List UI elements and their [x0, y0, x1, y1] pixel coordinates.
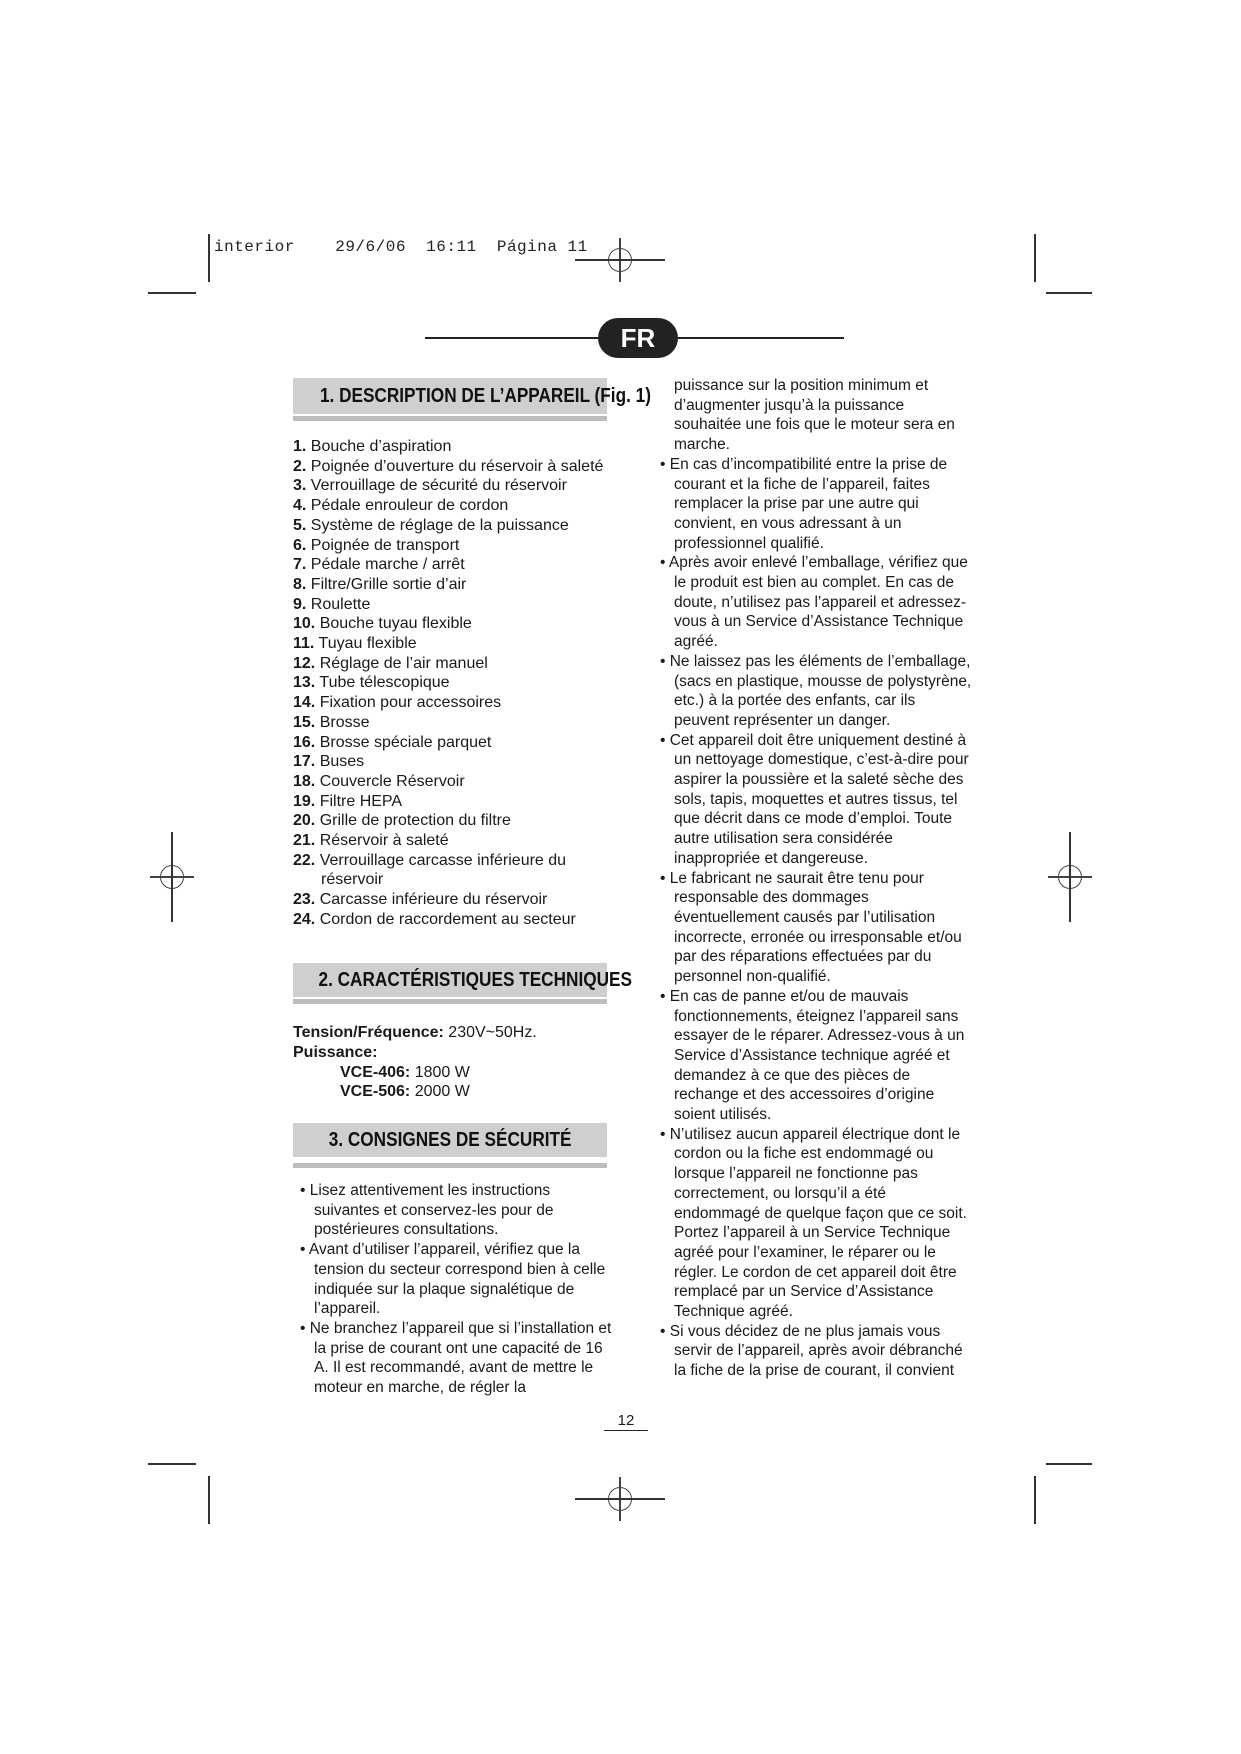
- list-item-number: 7.: [293, 556, 307, 574]
- registration-line: [171, 832, 173, 922]
- list-item-number: 6.: [293, 536, 307, 554]
- list-item-number: 18.: [293, 772, 316, 790]
- section-heading-safety: [293, 1123, 607, 1157]
- list-item-number: 17.: [293, 753, 316, 771]
- list-item-text: Brosse spéciale parquet: [319, 733, 492, 751]
- list-item-text: Filtre HEPA: [319, 792, 403, 810]
- bullet-item: [292, 1240, 612, 1319]
- list-item-text: Tube télescopique: [319, 674, 450, 692]
- technical-specs: [293, 1023, 537, 1102]
- list-item: [293, 654, 613, 674]
- bullet-icon: •: [300, 1182, 310, 1199]
- list-item-text: Verrouillage de sécurité du réservoir: [310, 477, 567, 495]
- list-item-text: Fixation pour accessoires: [319, 694, 502, 712]
- section-heading-technical: [293, 963, 632, 997]
- list-item-number: 20.: [293, 812, 316, 830]
- section-heading-text: 2. CARACTÉRISTIQUES TECHNIQUES: [318, 969, 632, 991]
- print-header: interior 29/6/06 16:11 Página 11: [214, 238, 588, 256]
- language-badge: FR: [598, 318, 678, 358]
- bullet-item: [652, 652, 972, 731]
- list-item-text: Réglage de l’air manuel: [319, 654, 488, 672]
- bullet-text: Cet appareil doit être uniquement destiné à un nettoyage domestique, c’est-à-dire pour aspirer la poussière et la saleté sèche des sols, tapis, moquettes et autres tissus, tel que décrit dans ce mode d’emploi. Toute autre utilisation sera considérée inappropriée et dangereuse.: [669, 731, 969, 867]
- bullet-text: Avant d’utiliser l’appareil, vérifiez que la tension du secteur correspond bien à celle indiquée sur la plaque signalétique de l’appareil.: [308, 1241, 606, 1318]
- tension-value: 230V~50Hz.: [448, 1024, 537, 1041]
- list-item-number: 22.: [293, 851, 316, 869]
- list-item: [293, 496, 613, 516]
- list-item: [293, 831, 613, 851]
- list-item-text: Buses: [319, 753, 365, 771]
- list-item-text: Système de réglage de la puissance: [310, 516, 569, 534]
- section-underline: [293, 999, 607, 1004]
- crop-mark: [148, 1463, 196, 1465]
- list-item-number: 19.: [293, 792, 316, 810]
- list-item: [293, 890, 613, 910]
- bullet-item: [652, 987, 972, 1125]
- bullet-item: [652, 731, 972, 869]
- registration-line: [575, 259, 665, 261]
- bullet-item: [652, 869, 972, 987]
- list-item: [293, 476, 613, 496]
- bullet-text: Lisez attentivement les instructions suivantes et conservez-les pour de postérieures consultations.: [309, 1182, 554, 1239]
- list-item: [293, 673, 613, 693]
- list-item: [293, 575, 613, 595]
- list-item: [293, 555, 613, 575]
- list-item-number: 3.: [293, 477, 307, 495]
- model-value: 2000 W: [414, 1083, 470, 1101]
- bullet-text: En cas d’incompatibilité entre la prise de courant et la fiche de l’appareil, faites remplacer la prise par une autre qui convient, en vous adressant à un professionnel qualifié.: [669, 455, 948, 552]
- bullet-item: [652, 553, 972, 652]
- safety-bullet-list: [652, 455, 972, 1381]
- list-item-text: Grille de protection du filtre: [319, 812, 511, 830]
- list-item-number: 4.: [293, 497, 307, 515]
- model-row: [293, 1063, 537, 1083]
- bullet-icon: •: [660, 731, 670, 749]
- list-item: [293, 634, 613, 654]
- list-item: [293, 437, 613, 457]
- bullet-item: [292, 1181, 612, 1240]
- model-row: [293, 1082, 537, 1102]
- bullet-text: Après avoir enlevé l’emballage, vérifiez que le produit est bien au complet. En cas de doute, n’utilisez pas l’appareil et adressez-vous à un Service d’Assistance Technique agréé.: [668, 554, 968, 651]
- list-item: [293, 752, 613, 772]
- continued-paragraph: puissance sur la position minimum et d’augmenter jusqu’à la puissance souhaitée une fois que le moteur sera en marche.: [674, 377, 955, 454]
- list-item: [293, 457, 613, 477]
- bullet-text: Ne laissez pas les éléments de l’emballage, (sacs en plastique, mousse de polystyrène, etc.) à la portée des enfants, car ils peuvent représenter un danger.: [669, 652, 972, 729]
- crop-mark: [208, 1476, 210, 1524]
- list-item: [293, 595, 613, 615]
- section-heading-text: 3. CONSIGNES DE SÉCURITÉ: [328, 1129, 572, 1151]
- list-item-text: Couvercle Réservoir: [319, 772, 465, 790]
- bullet-icon: •: [660, 455, 670, 473]
- registration-line: [575, 1498, 665, 1500]
- list-item-number: 1.: [293, 438, 307, 455]
- bullet-icon: •: [660, 1125, 670, 1143]
- model-value: 1800 W: [414, 1063, 470, 1081]
- crop-mark: [1046, 1463, 1092, 1465]
- crop-mark: [148, 292, 196, 294]
- list-item-text: Poignée de transport: [310, 536, 460, 554]
- registration-line: [1069, 832, 1071, 922]
- list-item: [293, 772, 613, 792]
- section-heading-text: 1. DESCRIPTION DE L’APPAREIL (Fig. 1): [319, 385, 651, 407]
- list-item-text: Carcasse inférieure du réservoir: [319, 891, 548, 909]
- list-item-number: 8.: [293, 575, 307, 593]
- crop-mark: [1034, 234, 1036, 282]
- list-item-number: 2.: [293, 457, 307, 475]
- bullet-text: En cas de panne et/ou de mauvais fonctionnements, éteignez l’appareil sans essayer de le réparer. Adressez-vous à un Service d’Assistance technique agréé et demandez à ce que des pièces de rechange et des accessoires d’origine soient utilisés.: [669, 987, 965, 1124]
- bullet-item: [292, 1319, 612, 1398]
- model-label: VCE-506:: [340, 1083, 411, 1101]
- list-item-text: Cordon de raccordement au secteur: [319, 910, 576, 928]
- list-item-number: 15.: [293, 713, 316, 731]
- power-row: [293, 1043, 537, 1063]
- crop-mark: [1034, 1476, 1036, 1524]
- list-item: [293, 693, 613, 713]
- safety-bullets-left: [292, 1181, 612, 1398]
- list-item: [293, 516, 613, 536]
- list-item-number: 10.: [293, 615, 316, 633]
- bullet-text: Si vous décidez de ne plus jamais vous servir de l’appareil, après avoir débranché la fiche de la prise de courant, il convient: [669, 1322, 963, 1380]
- bullet-icon: •: [660, 869, 670, 887]
- bullet-icon: •: [660, 652, 670, 670]
- bullet-icon: •: [660, 1322, 670, 1340]
- list-item-text: Brosse: [319, 713, 370, 731]
- header-rule-right: [676, 337, 844, 339]
- bullet-text: Ne branchez l’appareil que si l’installation et la prise de courant ont une capacité de 16 A. Il est recommandé, avant de mettre le moteur en marche, de régler la: [309, 1319, 612, 1397]
- list-item: [293, 536, 613, 556]
- list-item-number: 16.: [293, 733, 316, 751]
- list-item-number: 5.: [293, 516, 307, 534]
- list-item-text: Roulette: [310, 595, 371, 613]
- tension-label: Tension/Fréquence:: [293, 1024, 444, 1041]
- list-item: [293, 614, 613, 634]
- list-item-text: Poignée d’ouverture du réservoir à saleté: [310, 457, 604, 475]
- bullet-icon: •: [300, 1241, 309, 1259]
- list-item: [293, 713, 613, 733]
- list-item-number: 21.: [293, 832, 316, 850]
- bullet-text: Le fabricant ne saurait être tenu pour responsable des dommages éventuellement causés par l’utilisation incorrecte, erronée ou irresponsable et/ou par des réparations effectuées par du personnel non-qualifié.: [669, 869, 962, 986]
- bullet-item: [652, 1322, 972, 1381]
- list-item-number: 13.: [293, 674, 316, 692]
- list-item-text: Tuyau flexible: [318, 635, 417, 653]
- bullet-item: [652, 455, 972, 554]
- list-item-number: 23.: [293, 891, 316, 909]
- list-item: [293, 792, 613, 812]
- section-underline: [293, 1163, 607, 1168]
- section-heading-description: [293, 378, 651, 414]
- list-item-number: 11.: [293, 635, 315, 653]
- list-item: [293, 910, 613, 930]
- crop-mark: [208, 234, 210, 282]
- list-item: [293, 733, 613, 753]
- bullet-text: N’utilisez aucun appareil électrique dont le cordon ou la fiche est endommagé ou lorsque l’appareil ne fonctionne pas correctement, ou lorsqu’il a été endommagé de quelque façon que ce soit. Portez l’appareil à un Service Technique agréé pour l’examiner, le réparer ou le régler. Le cordon de cet appareil doit être remplacé par un Service d’Assistance Technique agréé.: [669, 1125, 967, 1321]
- list-item-number: 12.: [293, 654, 316, 672]
- bullet-icon: •: [300, 1319, 310, 1337]
- model-label: VCE-406:: [340, 1063, 411, 1081]
- list-item: [293, 811, 613, 831]
- list-item-text: Réservoir à saleté: [319, 832, 449, 850]
- list-item-text: Pédale marche / arrêt: [310, 556, 465, 574]
- section-underline: [293, 416, 607, 421]
- bullet-icon: •: [660, 987, 670, 1005]
- list-item-number: 9.: [293, 595, 307, 613]
- list-item-text: Verrouillage carcasse inférieure du réservoir: [319, 851, 567, 889]
- list-item: [293, 851, 613, 890]
- bullet-item: [652, 1125, 972, 1322]
- list-item-text: Bouche tuyau flexible: [319, 615, 472, 633]
- list-item-number: 24.: [293, 910, 316, 928]
- header-rule-left: [425, 337, 600, 339]
- list-item-text: Pédale enrouleur de cordon: [310, 497, 509, 515]
- bullet-icon: •: [660, 554, 669, 572]
- power-label: Puissance:: [293, 1043, 378, 1061]
- page-number: 12: [604, 1412, 648, 1431]
- tension-row: [293, 1023, 537, 1043]
- list-item-text: Filtre/Grille sortie d’air: [310, 575, 467, 593]
- parts-list: [293, 437, 613, 930]
- crop-mark: [1046, 292, 1092, 294]
- list-item-text: Bouche d’aspiration: [310, 438, 452, 455]
- list-item-number: 14.: [293, 694, 316, 712]
- safety-bullets-right: [652, 376, 972, 1381]
